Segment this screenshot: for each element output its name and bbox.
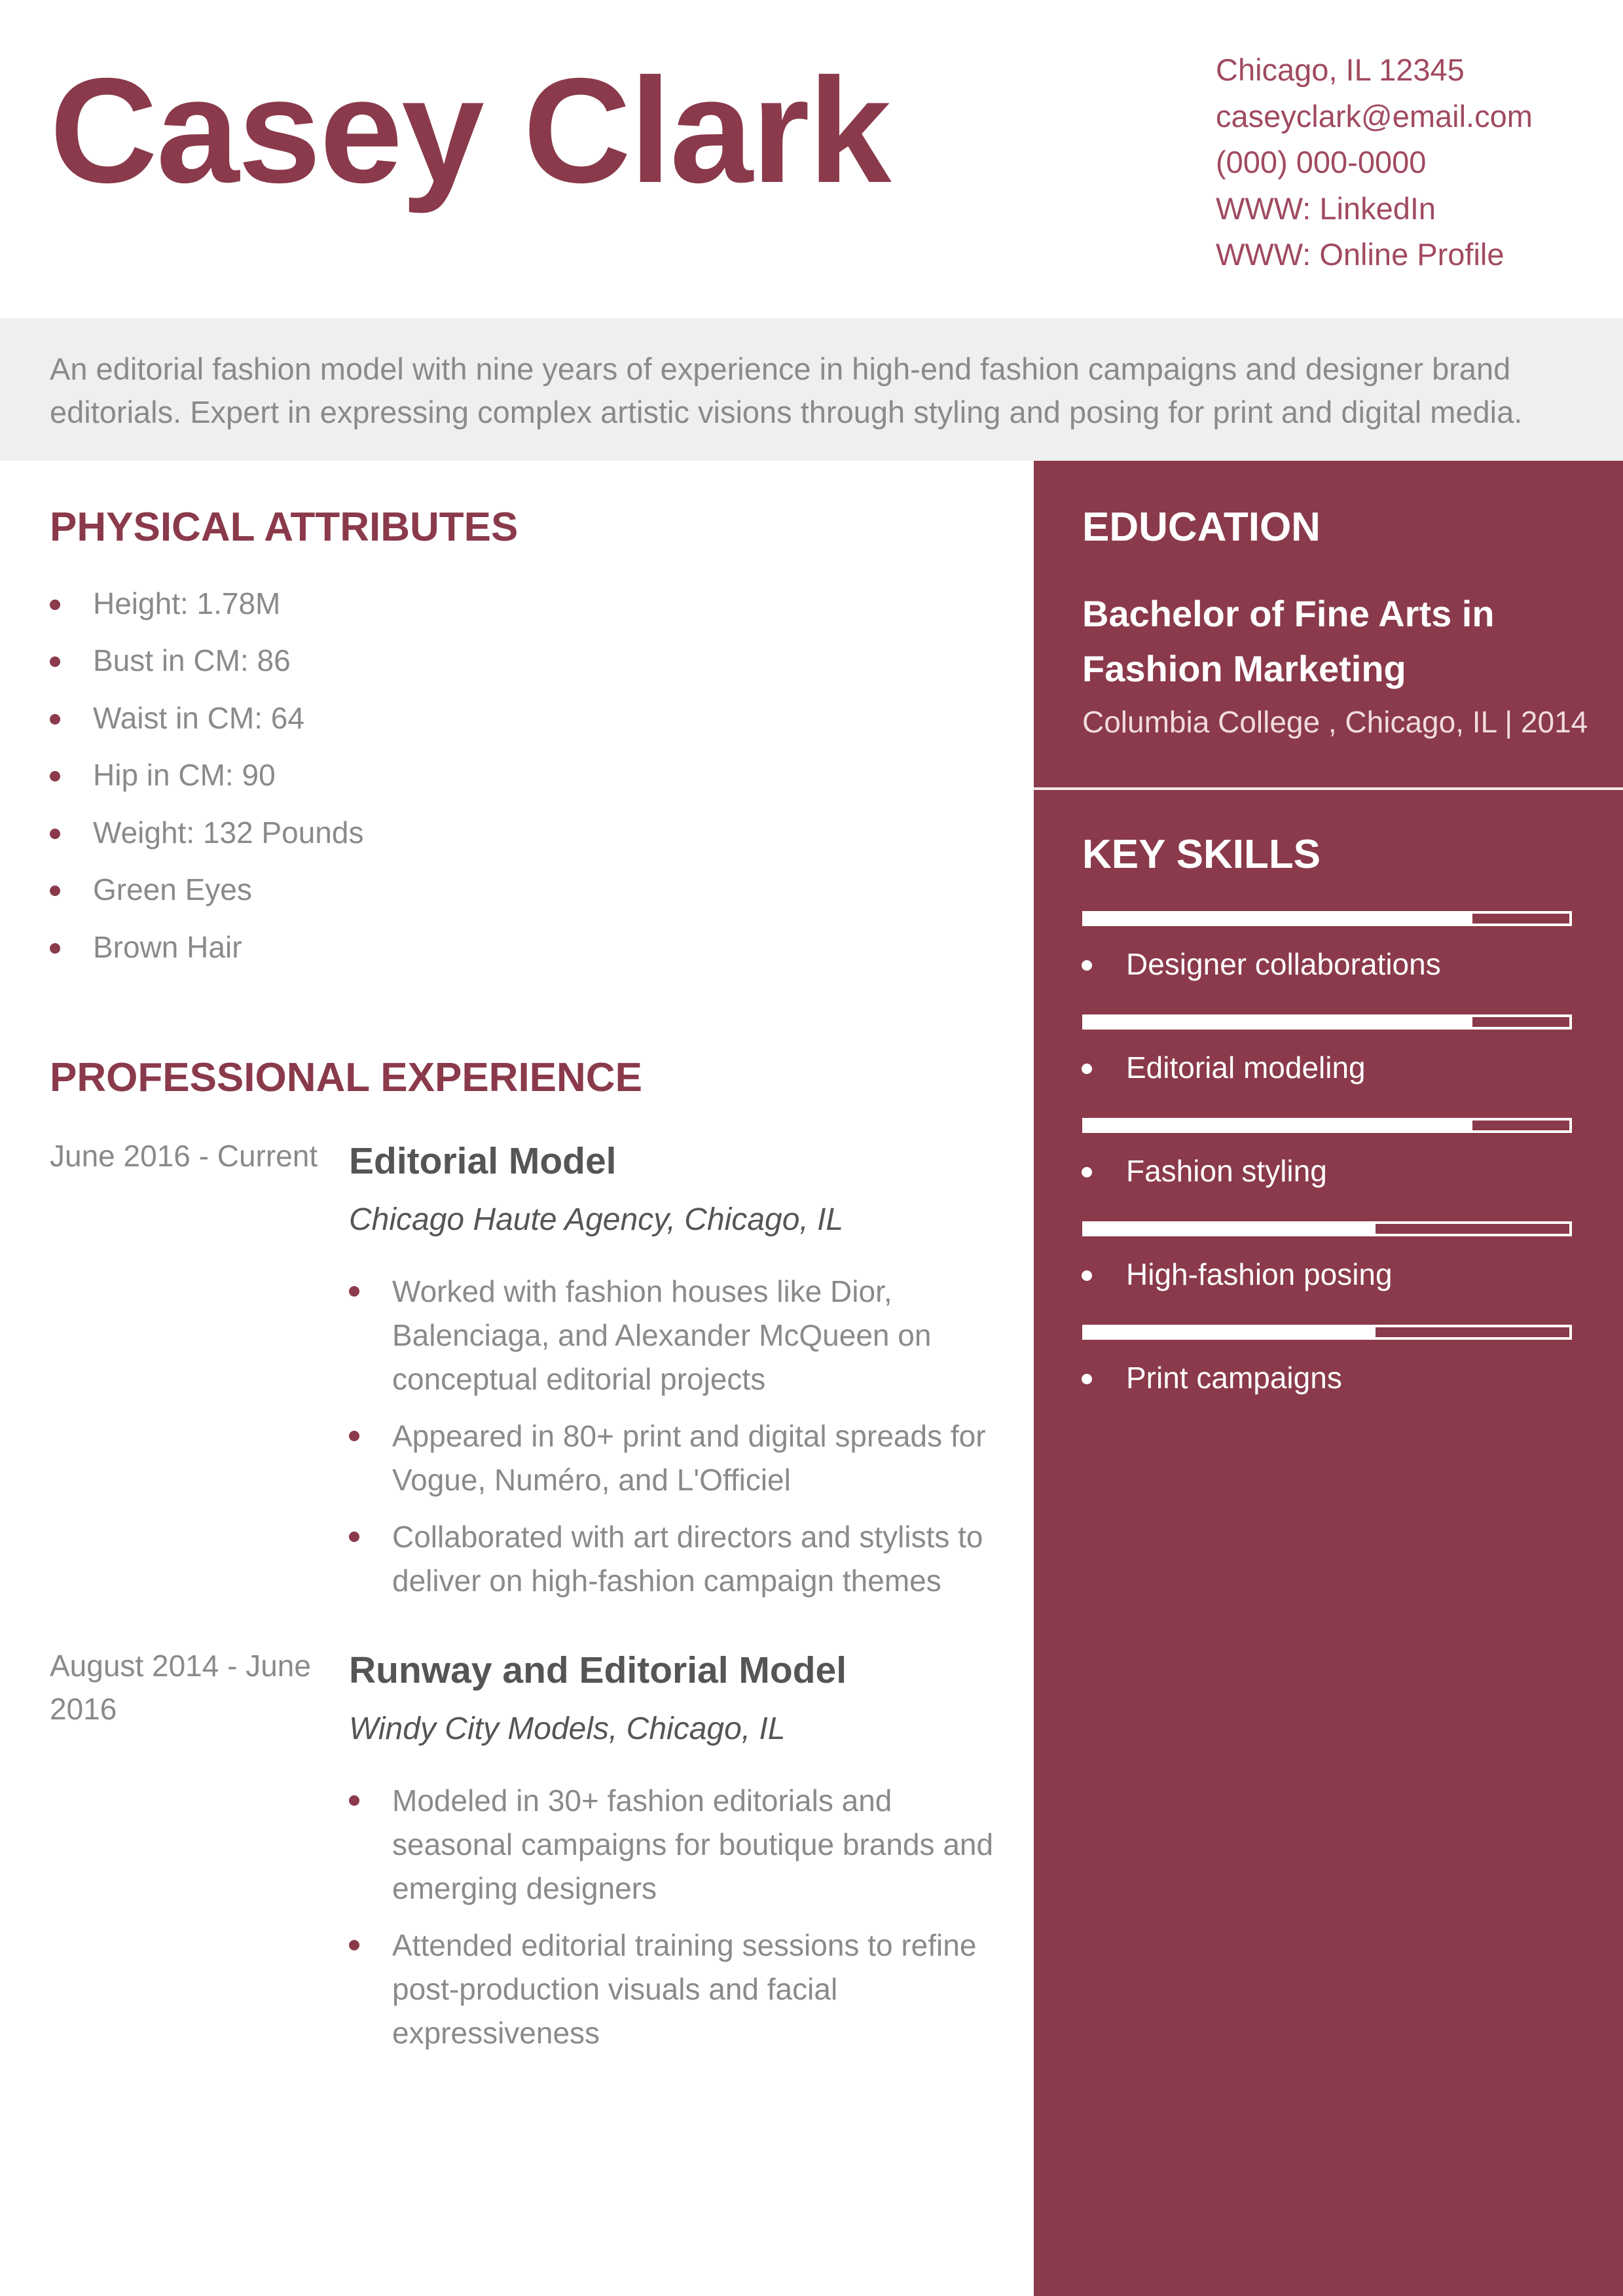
contact-email: caseyclark@email.com <box>1216 98 1533 134</box>
skill-bullet-icon <box>1082 1270 1092 1281</box>
attribute-item: Brown Hair <box>93 930 242 964</box>
skill-bar-fill <box>1085 1017 1472 1027</box>
attribute-item: Weight: 132 Pounds <box>93 816 364 850</box>
skill-bar <box>1082 1221 1572 1236</box>
contact-address: Chicago, IL 12345 <box>1216 52 1465 87</box>
skills-heading: KEY SKILLS <box>1082 832 1321 877</box>
job-bullet-text: Attended editorial training sessions to refine post-production visuals and facial expressiveness <box>392 1928 977 2050</box>
physical-attributes-heading: PHYSICAL ATTRIBUTES <box>50 505 519 550</box>
attribute-bullet-icon <box>50 714 60 725</box>
skill-bar <box>1082 1325 1572 1340</box>
skill-label: Designer collaborations <box>1126 947 1441 981</box>
attribute-item: Hip in CM: 90 <box>93 758 276 792</box>
job-bullet-text: Worked with fashion houses like Dior, Balenciaga, and Alexander McQueen on conceptual editorial projects <box>392 1274 932 1396</box>
candidate-name: Casey Clark <box>50 48 890 214</box>
attribute-item: Height: 1.78M <box>93 586 281 620</box>
experience-heading: PROFESSIONAL EXPERIENCE <box>50 1055 642 1100</box>
job-company: Chicago Haute Agency, Chicago, IL <box>349 1202 844 1237</box>
job-dates: June 2016 - Current <box>50 1139 318 1173</box>
job-title: Editorial Model <box>349 1140 617 1182</box>
skill-bar <box>1082 1118 1572 1133</box>
attribute-bullet-icon <box>50 771 60 781</box>
job-bullet-icon <box>349 1286 359 1297</box>
job-bullet-text: Collaborated with art directors and stylists to deliver on high-fashion campaign themes <box>392 1520 983 1598</box>
job-bullet-text: Modeled in 30+ fashion editorials and seasonal campaigns for boutique brands and emerging designers <box>392 1784 994 1905</box>
skill-bar <box>1082 911 1572 926</box>
education-school: Columbia College , Chicago, IL | 2014 <box>1082 705 1588 739</box>
attribute-bullet-icon <box>50 656 60 667</box>
skill-bullet-icon <box>1082 960 1092 971</box>
job-title: Runway and Editorial Model <box>349 1649 847 1691</box>
job-dates: August 2014 - June 2016 <box>50 1649 311 1726</box>
skill-bar-fill <box>1085 1224 1376 1234</box>
contact-block <box>1216 47 1533 278</box>
skill-bar-fill <box>1085 1121 1472 1130</box>
skill-bar-fill <box>1085 1327 1376 1337</box>
attribute-bullet-icon <box>50 829 60 839</box>
skill-label: Print campaigns <box>1126 1361 1342 1395</box>
education-heading: EDUCATION <box>1082 505 1321 550</box>
attribute-item: Green Eyes <box>93 872 252 906</box>
contact-linkedin: WWW: LinkedIn <box>1216 190 1436 226</box>
job-bullet-text: Appeared in 80+ print and digital spreads for Vogue, Numéro, and L'Officiel <box>392 1419 986 1497</box>
job-bullet-icon <box>349 1532 359 1542</box>
contact-phone: (000) 000-0000 <box>1216 145 1427 179</box>
job-bullet-icon <box>349 1431 359 1441</box>
skill-bullet-icon <box>1082 1064 1092 1074</box>
skill-bullet-icon <box>1082 1167 1092 1177</box>
skill-bar-fill <box>1085 914 1472 924</box>
summary-text: An editorial fashion model with nine years of experience in high-end fashion campaigns and designer brand editorials. Expert in expressing complex artistic visions through styling and posing for print and digital media. <box>50 351 1523 429</box>
contact-online-profile: WWW: Online Profile <box>1216 237 1504 272</box>
skill-label: High-fashion posing <box>1126 1257 1393 1291</box>
job-company: Windy City Models, Chicago, IL <box>349 1712 786 1746</box>
skill-bullet-icon <box>1082 1374 1092 1384</box>
skill-bar <box>1082 1014 1572 1030</box>
attribute-bullet-icon <box>50 943 60 954</box>
attribute-item: Waist in CM: 64 <box>93 701 304 735</box>
job-bullet-icon <box>349 1795 359 1806</box>
sidebar-divider <box>1034 787 1623 790</box>
skill-label: Fashion styling <box>1126 1154 1327 1188</box>
education-degree: Bachelor of Fine Arts in Fashion Marketing <box>1082 593 1495 689</box>
attribute-bullet-icon <box>50 600 60 610</box>
job-bullet-icon <box>349 1940 359 1950</box>
skill-label: Editorial modeling <box>1126 1050 1366 1085</box>
attribute-item: Bust in CM: 86 <box>93 643 291 677</box>
attribute-bullet-icon <box>50 886 60 896</box>
